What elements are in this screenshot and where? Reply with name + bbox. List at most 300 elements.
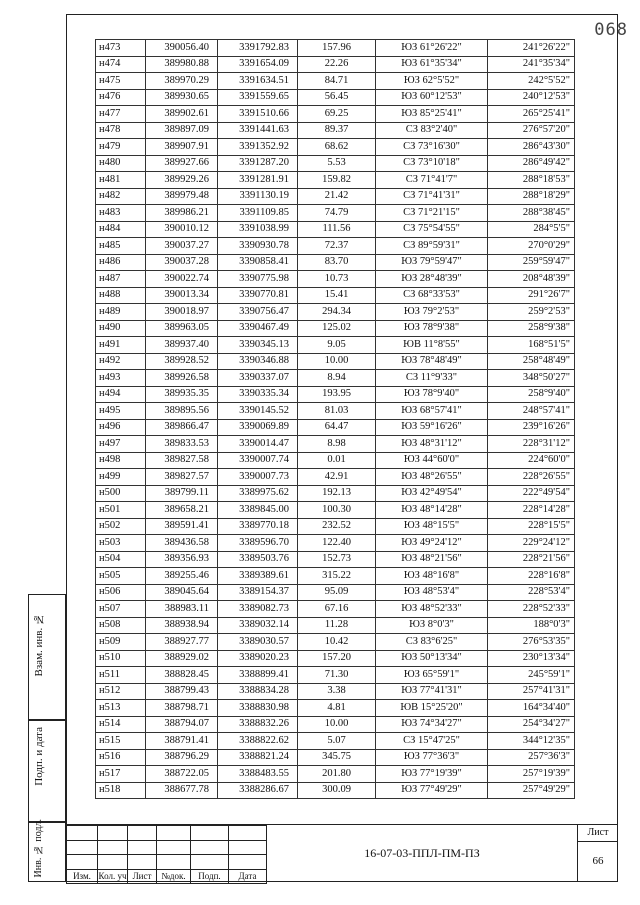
point-id-cell: н482 <box>96 188 146 205</box>
azimuth-cell: 284°5'5" <box>488 221 575 238</box>
azimuth-cell: 228°53'4" <box>488 584 575 601</box>
coord-x-cell: 389436.58 <box>146 535 218 552</box>
rhumb-cell: ЮЗ 28°48'39" <box>376 271 488 288</box>
rhumb-cell: ЮЗ 48°52'33" <box>376 601 488 618</box>
distance-cell: 4.81 <box>298 700 376 717</box>
coord-y-cell: 3390467.49 <box>218 320 298 337</box>
table-row <box>96 766 575 783</box>
distance-cell: 193.95 <box>298 386 376 403</box>
coord-y-cell: 3391559.65 <box>218 89 298 106</box>
distance-cell: 89.37 <box>298 122 376 139</box>
coord-x-cell: 389833.53 <box>146 436 218 453</box>
azimuth-cell: 228°21'56" <box>488 551 575 568</box>
azimuth-cell: 228°52'33" <box>488 601 575 618</box>
point-id-cell: н510 <box>96 650 146 667</box>
point-id-cell: н515 <box>96 733 146 750</box>
coord-y-cell: 3391441.63 <box>218 122 298 139</box>
coord-y-cell: 3389845.00 <box>218 502 298 519</box>
azimuth-cell: 288°18'53" <box>488 172 575 189</box>
distance-cell: 152.73 <box>298 551 376 568</box>
coord-x-cell: 389979.48 <box>146 188 218 205</box>
point-id-cell: н492 <box>96 353 146 370</box>
azimuth-cell: 228°16'8" <box>488 568 575 585</box>
coord-y-cell: 3389975.62 <box>218 485 298 502</box>
distance-cell: 95.09 <box>298 584 376 601</box>
azimuth-cell: 258°9'38" <box>488 320 575 337</box>
distance-cell: 345.75 <box>298 749 376 766</box>
azimuth-cell: 222°49'54" <box>488 485 575 502</box>
table-row <box>96 287 575 304</box>
rhumb-cell: СЗ 73°16'30" <box>376 139 488 156</box>
coord-y-cell: 3388286.67 <box>218 782 298 799</box>
point-id-cell: н508 <box>96 617 146 634</box>
distance-cell: 10.00 <box>298 353 376 370</box>
side-label-vzam: Взам. инв. № <box>33 613 45 677</box>
azimuth-cell: 241°26'22" <box>488 40 575 57</box>
distance-cell: 8.94 <box>298 370 376 387</box>
point-id-cell: н495 <box>96 403 146 420</box>
coord-x-cell: 388796.29 <box>146 749 218 766</box>
distance-cell: 21.42 <box>298 188 376 205</box>
coord-y-cell: 3390014.47 <box>218 436 298 453</box>
rhumb-cell: ЮЗ 48°16'8" <box>376 568 488 585</box>
distance-cell: 83.70 <box>298 254 376 271</box>
distance-cell: 315.22 <box>298 568 376 585</box>
point-id-cell: н501 <box>96 502 146 519</box>
table-row <box>96 40 575 57</box>
table-row <box>96 601 575 618</box>
stamp-list: Лист <box>128 869 157 884</box>
coord-x-cell: 389827.58 <box>146 452 218 469</box>
point-id-cell: н511 <box>96 667 146 684</box>
rhumb-cell: СЗ 11°9'33" <box>376 370 488 387</box>
point-id-cell: н517 <box>96 766 146 783</box>
coord-y-cell: 3389154.37 <box>218 584 298 601</box>
coord-x-cell: 389907.91 <box>146 139 218 156</box>
table-row <box>96 551 575 568</box>
distance-cell: 10.73 <box>298 271 376 288</box>
point-id-cell: н484 <box>96 221 146 238</box>
rhumb-cell: ЮЗ 68°57'41" <box>376 403 488 420</box>
coord-y-cell: 3390145.52 <box>218 403 298 420</box>
coord-x-cell: 388927.77 <box>146 634 218 651</box>
rhumb-cell: ЮЗ 78°9'40" <box>376 386 488 403</box>
rhumb-cell: ЮЗ 59°16'26" <box>376 419 488 436</box>
table-row <box>96 73 575 90</box>
rhumb-cell: ЮЗ 50°13'34" <box>376 650 488 667</box>
rhumb-cell: СЗ 71°21'15" <box>376 205 488 222</box>
coord-y-cell: 3389032.14 <box>218 617 298 634</box>
coord-x-cell: 389928.52 <box>146 353 218 370</box>
distance-cell: 300.09 <box>298 782 376 799</box>
table-row <box>96 89 575 106</box>
stamp-grid <box>66 825 267 884</box>
point-id-cell: н479 <box>96 139 146 156</box>
point-id-cell: н507 <box>96 601 146 618</box>
coord-x-cell: 389927.66 <box>146 155 218 172</box>
point-id-cell: н494 <box>96 386 146 403</box>
coord-x-cell: 389935.35 <box>146 386 218 403</box>
coord-x-cell: 389895.56 <box>146 403 218 420</box>
distance-cell: 71.30 <box>298 667 376 684</box>
distance-cell: 125.02 <box>298 320 376 337</box>
distance-cell: 9.05 <box>298 337 376 354</box>
rhumb-cell: ЮЗ 79°59'47" <box>376 254 488 271</box>
coord-x-cell: 389937.40 <box>146 337 218 354</box>
azimuth-cell: 286°43'30" <box>488 139 575 156</box>
azimuth-cell: 270°0'29" <box>488 238 575 255</box>
coord-y-cell: 3388830.98 <box>218 700 298 717</box>
distance-cell: 159.82 <box>298 172 376 189</box>
azimuth-cell: 242°5'52" <box>488 73 575 90</box>
azimuth-cell: 168°51'5" <box>488 337 575 354</box>
point-id-cell: н500 <box>96 485 146 502</box>
rhumb-cell: СЗ 83°6'25" <box>376 634 488 651</box>
azimuth-cell: 188°0'3" <box>488 617 575 634</box>
azimuth-cell: 259°2'53" <box>488 304 575 321</box>
azimuth-cell: 286°49'42" <box>488 155 575 172</box>
table-row <box>96 106 575 123</box>
distance-cell: 157.20 <box>298 650 376 667</box>
point-id-cell: н498 <box>96 452 146 469</box>
coord-x-cell: 388938.94 <box>146 617 218 634</box>
coord-x-cell: 389897.09 <box>146 122 218 139</box>
coord-x-cell: 390013.34 <box>146 287 218 304</box>
side-box-vzam <box>28 594 66 720</box>
distance-cell: 157.96 <box>298 40 376 57</box>
rhumb-cell: ЮЗ 48°14'28" <box>376 502 488 519</box>
coord-x-cell: 390037.27 <box>146 238 218 255</box>
rhumb-cell: ЮЗ 48°31'12" <box>376 436 488 453</box>
point-id-cell: н481 <box>96 172 146 189</box>
rhumb-cell: СЗ 89°59'31" <box>376 238 488 255</box>
rhumb-cell: СЗ 68°33'53" <box>376 287 488 304</box>
azimuth-cell: 259°59'47" <box>488 254 575 271</box>
point-id-cell: н478 <box>96 122 146 139</box>
coord-x-cell: 388828.45 <box>146 667 218 684</box>
rhumb-cell: ЮЗ 77°36'3" <box>376 749 488 766</box>
point-id-cell: н514 <box>96 716 146 733</box>
distance-cell: 232.52 <box>298 518 376 535</box>
point-id-cell: н497 <box>96 436 146 453</box>
distance-cell: 100.30 <box>298 502 376 519</box>
stamp-kol-uch: Кол. уч <box>98 869 128 884</box>
stamp-izm: Изм. <box>67 869 98 884</box>
table-row <box>96 782 575 799</box>
coord-x-cell: 388798.71 <box>146 700 218 717</box>
point-id-cell: н473 <box>96 40 146 57</box>
point-id-cell: н485 <box>96 238 146 255</box>
side-box-podp-data <box>28 720 66 822</box>
azimuth-cell: 228°14'28" <box>488 502 575 519</box>
coord-y-cell: 3390345.13 <box>218 337 298 354</box>
table-row <box>96 254 575 271</box>
azimuth-cell: 258°48'49" <box>488 353 575 370</box>
distance-cell: 8.98 <box>298 436 376 453</box>
distance-cell: 201.80 <box>298 766 376 783</box>
rhumb-cell: ЮЗ 62°5'52" <box>376 73 488 90</box>
coord-y-cell: 3390930.78 <box>218 238 298 255</box>
table-row <box>96 271 575 288</box>
rhumb-cell: СЗ 71°41'7" <box>376 172 488 189</box>
coordinates-table <box>95 39 575 799</box>
point-id-cell: н506 <box>96 584 146 601</box>
point-id-cell: н474 <box>96 56 146 73</box>
side-label-podp-data: Подп. и дата <box>33 727 45 786</box>
sheet-label: Лист <box>578 825 618 842</box>
azimuth-cell: 254°34'27" <box>488 716 575 733</box>
table-row <box>96 56 575 73</box>
azimuth-cell: 276°53'35" <box>488 634 575 651</box>
table-row <box>96 667 575 684</box>
rhumb-cell: ЮЗ 44°60'0" <box>376 452 488 469</box>
point-id-cell: н486 <box>96 254 146 271</box>
coord-x-cell: 389902.61 <box>146 106 218 123</box>
azimuth-cell: 230°13'34" <box>488 650 575 667</box>
coord-x-cell: 389963.05 <box>146 320 218 337</box>
point-id-cell: н502 <box>96 518 146 535</box>
distance-cell: 294.34 <box>298 304 376 321</box>
table-row <box>96 320 575 337</box>
point-id-cell: н503 <box>96 535 146 552</box>
azimuth-cell: 228°15'5" <box>488 518 575 535</box>
table-row <box>96 172 575 189</box>
table-row <box>96 617 575 634</box>
coord-y-cell: 3390007.74 <box>218 452 298 469</box>
azimuth-cell: 344°12'35" <box>488 733 575 750</box>
azimuth-cell: 276°57'20" <box>488 122 575 139</box>
coord-x-cell: 389356.93 <box>146 551 218 568</box>
coord-y-cell: 3389020.23 <box>218 650 298 667</box>
table-row <box>96 518 575 535</box>
distance-cell: 72.37 <box>298 238 376 255</box>
coord-x-cell: 390037.28 <box>146 254 218 271</box>
rhumb-cell: ЮЗ 77°49'29" <box>376 782 488 799</box>
rhumb-cell: СЗ 15°47'25" <box>376 733 488 750</box>
coord-y-cell: 3388821.24 <box>218 749 298 766</box>
point-id-cell: н488 <box>96 287 146 304</box>
table-row <box>96 419 575 436</box>
table-row <box>96 304 575 321</box>
coord-y-cell: 3391654.09 <box>218 56 298 73</box>
coord-x-cell: 390022.74 <box>146 271 218 288</box>
coord-x-cell: 388677.78 <box>146 782 218 799</box>
rhumb-cell: ЮЗ 49°24'12" <box>376 535 488 552</box>
table-row <box>96 139 575 156</box>
table-row <box>96 386 575 403</box>
coord-y-cell: 3391130.19 <box>218 188 298 205</box>
distance-cell: 5.07 <box>298 733 376 750</box>
coord-y-cell: 3391109.85 <box>218 205 298 222</box>
handwritten-page-number: 068 <box>594 20 628 40</box>
point-id-cell: н513 <box>96 700 146 717</box>
coord-y-cell: 3391634.51 <box>218 73 298 90</box>
table-row <box>96 535 575 552</box>
coord-x-cell: 389926.58 <box>146 370 218 387</box>
table-row <box>96 238 575 255</box>
azimuth-cell: 228°26'55" <box>488 469 575 486</box>
rhumb-cell: СЗ 73°10'18" <box>376 155 488 172</box>
table-row <box>96 568 575 585</box>
rhumb-cell: ЮЗ 48°53'4" <box>376 584 488 601</box>
coord-y-cell: 3391352.92 <box>218 139 298 156</box>
coord-x-cell: 388722.05 <box>146 766 218 783</box>
distance-cell: 67.16 <box>298 601 376 618</box>
azimuth-cell: 265°25'41" <box>488 106 575 123</box>
coord-x-cell: 389980.88 <box>146 56 218 73</box>
coord-y-cell: 3388899.41 <box>218 667 298 684</box>
point-id-cell: н489 <box>96 304 146 321</box>
rhumb-cell: ЮЗ 8°0'3" <box>376 617 488 634</box>
coord-x-cell: 389658.21 <box>146 502 218 519</box>
rhumb-cell: СЗ 71°41'31" <box>376 188 488 205</box>
title-block <box>66 824 618 882</box>
rhumb-cell: СЗ 75°54'55" <box>376 221 488 238</box>
sheet-number: 66 <box>592 855 604 867</box>
distance-cell: 68.62 <box>298 139 376 156</box>
coord-x-cell: 388794.07 <box>146 716 218 733</box>
point-id-cell: н496 <box>96 419 146 436</box>
coord-x-cell: 388929.02 <box>146 650 218 667</box>
stamp-data: Дата <box>229 869 267 884</box>
distance-cell: 81.03 <box>298 403 376 420</box>
distance-cell: 22.26 <box>298 56 376 73</box>
distance-cell: 10.42 <box>298 634 376 651</box>
coord-y-cell: 3390858.41 <box>218 254 298 271</box>
rhumb-cell: ЮЗ 77°41'31" <box>376 683 488 700</box>
table-row <box>96 683 575 700</box>
coord-x-cell: 389591.41 <box>146 518 218 535</box>
table-row <box>96 205 575 222</box>
point-id-cell: н490 <box>96 320 146 337</box>
coord-y-cell: 3388822.62 <box>218 733 298 750</box>
table-row <box>96 650 575 667</box>
table-row <box>96 733 575 750</box>
distance-cell: 122.40 <box>298 535 376 552</box>
coord-y-cell: 3390069.89 <box>218 419 298 436</box>
azimuth-cell: 228°31'12" <box>488 436 575 453</box>
point-id-cell: н477 <box>96 106 146 123</box>
table-row <box>96 634 575 651</box>
table-row <box>96 502 575 519</box>
azimuth-cell: 291°26'7" <box>488 287 575 304</box>
point-id-cell: н516 <box>96 749 146 766</box>
coord-y-cell: 3391281.91 <box>218 172 298 189</box>
table-row <box>96 188 575 205</box>
azimuth-cell: 208°48'39" <box>488 271 575 288</box>
coord-x-cell: 389799.11 <box>146 485 218 502</box>
distance-cell: 10.00 <box>298 716 376 733</box>
coord-y-cell: 3390335.34 <box>218 386 298 403</box>
point-id-cell: н476 <box>96 89 146 106</box>
coord-x-cell: 389827.57 <box>146 469 218 486</box>
distance-cell: 69.25 <box>298 106 376 123</box>
coord-x-cell: 390056.40 <box>146 40 218 57</box>
table-row <box>96 436 575 453</box>
azimuth-cell: 348°50'27" <box>488 370 575 387</box>
point-id-cell: н480 <box>96 155 146 172</box>
coord-y-cell: 3390770.81 <box>218 287 298 304</box>
rhumb-cell: ЮЗ 61°35'34" <box>376 56 488 73</box>
distance-cell: 0.01 <box>298 452 376 469</box>
coord-y-cell: 3388834.28 <box>218 683 298 700</box>
rhumb-cell: ЮЗ 48°15'5" <box>376 518 488 535</box>
side-box-inv-podl <box>28 819 66 882</box>
table-row <box>96 337 575 354</box>
coord-y-cell: 3388483.55 <box>218 766 298 783</box>
point-id-cell: н518 <box>96 782 146 799</box>
coord-x-cell: 388791.41 <box>146 733 218 750</box>
rhumb-cell: ЮЗ 48°26'55" <box>376 469 488 486</box>
point-id-cell: н483 <box>96 205 146 222</box>
point-id-cell: н491 <box>96 337 146 354</box>
table-row <box>96 221 575 238</box>
distance-cell: 84.71 <box>298 73 376 90</box>
azimuth-cell: 239°16'26" <box>488 419 575 436</box>
coord-y-cell: 3389503.76 <box>218 551 298 568</box>
distance-cell: 11.28 <box>298 617 376 634</box>
table-row <box>96 584 575 601</box>
table-row <box>96 122 575 139</box>
table-row <box>96 155 575 172</box>
coord-y-cell: 3391510.66 <box>218 106 298 123</box>
coord-x-cell: 389929.26 <box>146 172 218 189</box>
coord-y-cell: 3389389.61 <box>218 568 298 585</box>
azimuth-cell: 288°38'45" <box>488 205 575 222</box>
point-id-cell: н493 <box>96 370 146 387</box>
azimuth-cell: 258°9'40" <box>488 386 575 403</box>
coord-y-cell: 3391038.99 <box>218 221 298 238</box>
rhumb-cell: ЮЗ 79°2'53" <box>376 304 488 321</box>
point-id-cell: н499 <box>96 469 146 486</box>
azimuth-cell: 224°60'0" <box>488 452 575 469</box>
table-row <box>96 452 575 469</box>
table-row <box>96 403 575 420</box>
point-id-cell: н512 <box>96 683 146 700</box>
rhumb-cell: ЮЗ 61°26'22" <box>376 40 488 57</box>
coord-y-cell: 3391792.83 <box>218 40 298 57</box>
coord-x-cell: 390010.12 <box>146 221 218 238</box>
azimuth-cell: 245°59'1" <box>488 667 575 684</box>
coord-x-cell: 389986.21 <box>146 205 218 222</box>
distance-cell: 15.41 <box>298 287 376 304</box>
distance-cell: 5.53 <box>298 155 376 172</box>
rhumb-cell: ЮЗ 78°9'38" <box>376 320 488 337</box>
coord-y-cell: 3390346.88 <box>218 353 298 370</box>
table-row <box>96 370 575 387</box>
distance-cell: 42.91 <box>298 469 376 486</box>
rhumb-cell: ЮЗ 78°48'49" <box>376 353 488 370</box>
table-row <box>96 485 575 502</box>
sheet-box <box>578 825 618 881</box>
coord-y-cell: 3389082.73 <box>218 601 298 618</box>
coord-x-cell: 389045.64 <box>146 584 218 601</box>
table-row <box>96 749 575 766</box>
rhumb-cell: ЮЗ 85°25'41" <box>376 106 488 123</box>
rhumb-cell: ЮВ 11°8'55" <box>376 337 488 354</box>
stamp-ndok: №док. <box>157 869 191 884</box>
rhumb-cell: ЮВ 15°25'20" <box>376 700 488 717</box>
table-row <box>96 700 575 717</box>
distance-cell: 192.13 <box>298 485 376 502</box>
rhumb-cell: ЮЗ 48°21'56" <box>376 551 488 568</box>
distance-cell: 64.47 <box>298 419 376 436</box>
coord-x-cell: 389255.46 <box>146 568 218 585</box>
coord-x-cell: 389930.65 <box>146 89 218 106</box>
rhumb-cell: ЮЗ 77°19'39" <box>376 766 488 783</box>
document-code: 16-07-03-ППЛ-ПМ-ПЗ <box>266 825 578 881</box>
point-id-cell: н475 <box>96 73 146 90</box>
